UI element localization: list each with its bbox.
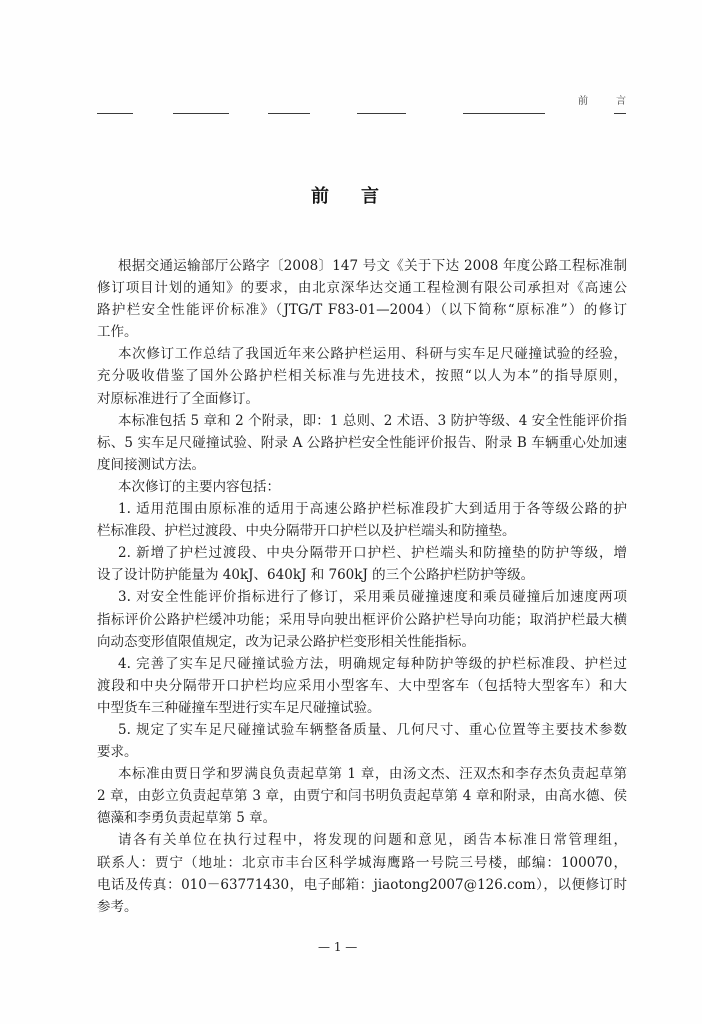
text-line: 栏标准段、护栏过渡段、中央分隔带开口护栏以及护栏端头和防撞垫。 bbox=[97, 523, 516, 540]
text-line: 渡段和中央分隔带开口护栏均应采用小型客车、大中型客车（包括特大型客车）和大 bbox=[97, 677, 627, 694]
text-line: 要求。 bbox=[97, 744, 138, 761]
header-rule-segment bbox=[357, 113, 406, 114]
text-line: 根据交通运输部厅公路字〔2008〕147 号文《关于下达 2008 年度公路工程标准制 bbox=[118, 258, 627, 274]
text-line: 2 章，由彭立负责起草第 3 章，由贾宁和闫书明负责起草第 4 章和附录，由高水德、侯 bbox=[97, 788, 627, 805]
preface-body bbox=[97, 255, 627, 918]
running-head-title: 前 言 bbox=[578, 96, 626, 107]
text-line: 修订项目计划的通知》的要求，由北京深华达交通工程检测有限公司承担对《高速公 bbox=[97, 280, 627, 297]
header-rule-segment bbox=[614, 113, 626, 114]
text-line: 请各有关单位在执行过程中，将发现的问题和意见，函告本标准日常管理组， bbox=[118, 832, 627, 849]
main-changes-intro bbox=[97, 476, 627, 498]
text-line: 参考。 bbox=[97, 898, 138, 915]
text-line: 向动态变形值限值规定，改为记录公路护栏变形相关性能指标。 bbox=[97, 633, 475, 650]
header-rule-segment bbox=[173, 113, 229, 114]
text-line: 本次修订的主要内容包括： bbox=[118, 478, 280, 495]
text-line: 本标准由贾日学和罗满良负责起草第 1 章，由汤文杰、汪双杰和李存杰负责起草第 bbox=[118, 766, 627, 783]
change-item-4 bbox=[97, 653, 627, 719]
change-item-5 bbox=[97, 719, 627, 763]
text-line: 5. 规定了实车足尺碰撞试验车辆整备质量、几何尺寸、重心位置等主要技术参数 bbox=[118, 721, 627, 738]
text-line: 对原标准进行了全面修订。 bbox=[97, 390, 259, 407]
text-line: 3. 对安全性能评价指标进行了修订，采用乘员碰撞速度和乘员碰撞后加速度两项 bbox=[118, 589, 627, 606]
revision-summary-paragraph bbox=[97, 343, 627, 409]
text-line: 度间接测试方法。 bbox=[97, 456, 205, 473]
header-rule-segment bbox=[463, 113, 545, 114]
intro-paragraph bbox=[97, 255, 627, 343]
text-line: 本次修订工作总结了我国近年来公路护栏运用、科研与实车足尺碰撞试验的经验， bbox=[118, 346, 627, 363]
contact-paragraph bbox=[97, 829, 627, 917]
header-rule-segment bbox=[268, 113, 310, 114]
header-rule-segment bbox=[97, 113, 133, 114]
text-line: 中型货车三种碰撞车型进行实车足尺碰撞试验。 bbox=[97, 699, 381, 716]
change-item-1 bbox=[97, 498, 627, 542]
text-line: 设了设计防护能量为 40kJ、640kJ 和 760kJ 的三个公路护栏防护等级。 bbox=[97, 567, 535, 584]
text-line: 充分吸收借鉴了国外公路护栏相关标准与先进技术，按照“以人为本”的指导原则， bbox=[97, 368, 627, 385]
text-line: 电话及传真：010－63771430，电子邮箱：jiaotong2007@126.com），以便修订时 bbox=[97, 876, 627, 893]
text-line: 路护栏安全性能评价标准》（JTG/T F83-01—2004）（以下简称“原标准”）的修订 bbox=[97, 302, 627, 319]
text-line: 1. 适用范围由原标准的适用于高速公路护栏标准段扩大到适用于各等级公路的护 bbox=[118, 501, 627, 518]
page-number: — 1 — bbox=[318, 940, 358, 954]
text-line: 本标准包括 5 章和 2 个附录，即：1 总则、2 术语、3 防护等级、4 安全性能评价指 bbox=[118, 412, 627, 429]
text-line: 德藻和李勇负责起草第 5 章。 bbox=[97, 810, 277, 827]
drafters-paragraph bbox=[97, 763, 627, 829]
text-line: 联系人：贾宁（地址：北京市丰台区科学城海鹰路一号院三号楼，邮编：100070， bbox=[97, 854, 627, 871]
text-line: 4. 完善了实车足尺碰撞试验方法，明确规定每种防护等级的护栏标准段、护栏过 bbox=[118, 655, 627, 672]
structure-paragraph bbox=[97, 410, 627, 476]
text-line: 2. 新增了护栏过渡段、中央分隔带开口护栏、护栏端头和防撞垫的防护等级，增 bbox=[118, 545, 627, 562]
text-line: 工作。 bbox=[97, 324, 138, 341]
text-line: 标、5 实车足尺碰撞试验、附录 A 公路护栏安全性能评价报告、附录 B 车辆重心处加速 bbox=[97, 434, 627, 451]
change-item-2 bbox=[97, 542, 627, 586]
text-line: 指标评价公路护栏缓冲功能；采用导向驶出框评价公路护栏导向功能；取消护栏最大横 bbox=[97, 611, 627, 628]
change-item-3 bbox=[97, 586, 627, 652]
page-title: 前 言 bbox=[311, 186, 386, 207]
